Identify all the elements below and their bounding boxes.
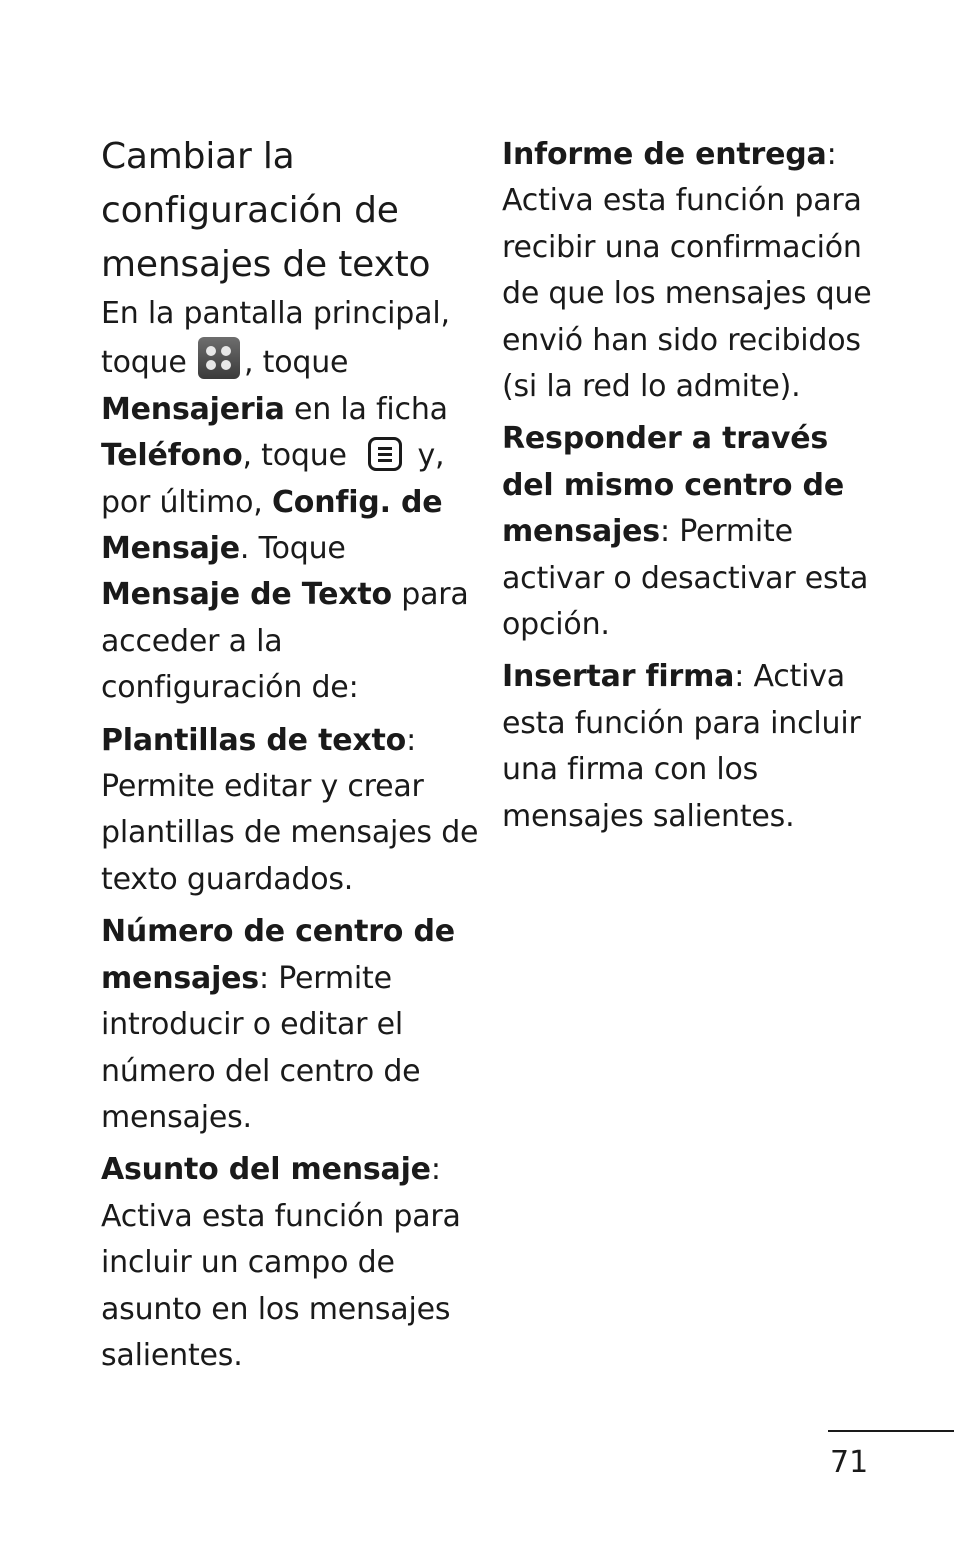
setting-item: Número de centro de mensajes: Permite introducir o editar el número del centro de mensajes. (101, 914, 455, 1135)
setting-item: Informe de entrega: Activa esta función para recibir una confirmación de que los mensajes que envió han sido recibidos (si la red lo admite). (502, 137, 872, 405)
setting-item: Insertar firma: Activa esta función para incluir una firma con los mensajes salientes. (502, 659, 861, 834)
tab-name: Teléfono (101, 438, 243, 474)
right-column (502, 132, 887, 846)
section-title (101, 130, 481, 292)
setting-description: Activa esta función para recibir una confirmación de que los mensajes que envió han sido recibidos (si la red lo admite). (502, 183, 872, 405)
setting-description: Activa esta función para incluir un campo de asunto en los mensajes salientes. (101, 1198, 461, 1373)
config-label: Config. de Mensaje (101, 484, 443, 567)
setting-term: Número de centro de mensajes (101, 914, 455, 996)
left-column (101, 130, 481, 1385)
setting-description: Permite introducir o editar el número del centro de mensajes. (101, 960, 421, 1135)
setting-item: Responder a través del mismo centro de mensajes: Permite activar o desactivar esta opción. (502, 421, 869, 643)
title-line-2: configuración de (101, 190, 399, 231)
title-line-1: Cambiar la (101, 136, 295, 177)
app-name: Mensajeria (101, 391, 285, 427)
setting-term: Informe de entrega (502, 137, 827, 172)
footer-divider (828, 1430, 954, 1432)
setting-term: Plantillas de texto (101, 722, 407, 758)
setting-term: Responder a través del mismo centro de mensajes (502, 421, 844, 550)
setting-item: Asunto del mensaje: Activa esta función para incluir un campo de asunto en los mensajes salientes. (101, 1152, 461, 1373)
setting-term: Asunto del mensaje (101, 1152, 431, 1188)
setting-description: Permite editar y crear plantillas de mensajes de texto guardados. (101, 769, 479, 897)
setting-description: Permite activar o desactivar esta opción. (502, 514, 869, 643)
page-number: 71 (830, 1445, 869, 1480)
menu-icon (368, 437, 402, 471)
setting-description: Activa esta función para incluir una firma con los mensajes salientes. (502, 659, 861, 834)
title-line-3: mensajes de texto (101, 244, 431, 285)
text-message-label: Mensaje de Texto (101, 577, 392, 613)
setting-term: Insertar firma (502, 659, 735, 695)
setting-item: Plantillas de texto: Permite editar y crear plantillas de mensajes de texto guardados. (101, 722, 479, 897)
intro-paragraph: En la pantalla principal, toque , toque Mensajeria en la ficha Teléfono, toque y, por último, Config. de Mensaje. Toque Mensaje de Texto para acceder a la configuración de: (101, 296, 469, 706)
apps-grid-icon (198, 337, 240, 379)
